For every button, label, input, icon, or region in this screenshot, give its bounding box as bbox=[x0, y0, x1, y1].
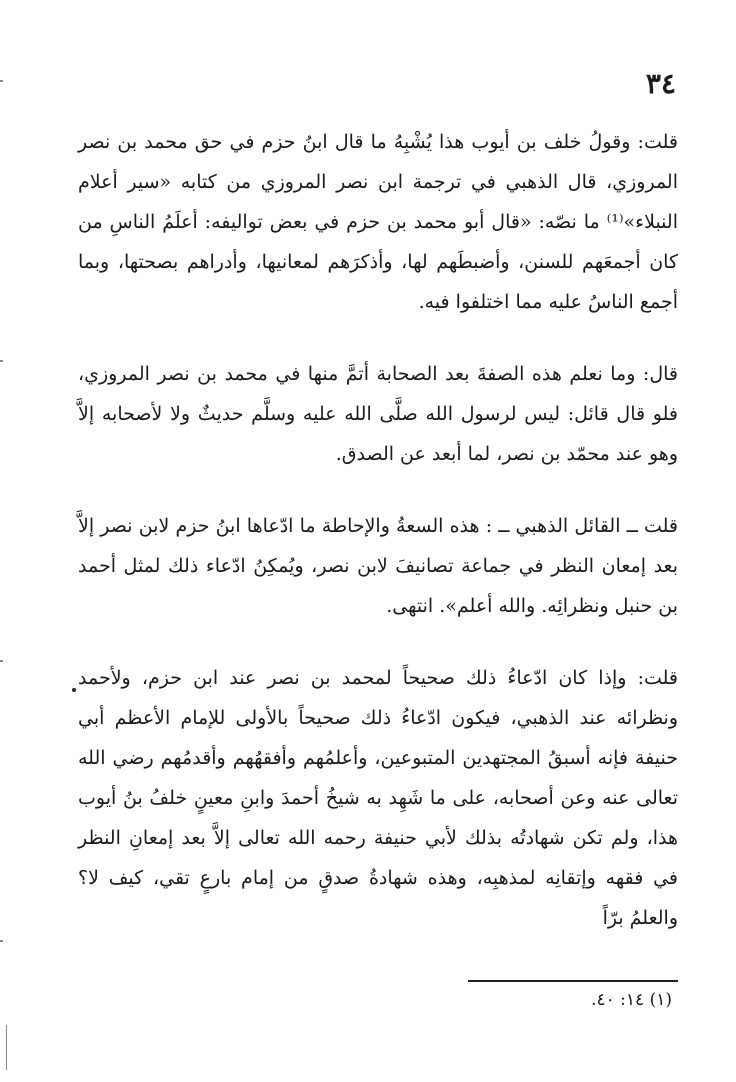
paragraph-4: قلت: وإذا كان ادّعاءُ ذلك صحيحاً لمحمد بن نصر عند ابن حزم، ولأحمد ونظرائه عند الذهبي، فيكون ادّعاءُ ذلك صحيحاً بالأولى للإمام الأعظم أبي حنيفة فإنه أسبقُ المجتهدين المتبوعين، وأعلمُهم وأفقهُهم وأقدمُهم رضي الله تعالى عنه وعن أصحابه، على ما شَهِد به شيخُ أحمدَ وابنِ معينٍ خلفُ بنُ أيوب هذا، ولم تكن شهادتُه بذلك لأبي حنيفة رحمه الله تعالى إلاَّ بعد إمعانِ النظر في فقهه وإتقانِه لمذهبِه، وهذه شهادةُ صدقٍ من إمام بارعٍ تقي، كيف لا؟ والعلمُ برّاً bbox=[78, 667, 678, 929]
footnote-separator bbox=[468, 980, 678, 982]
footnote: (١) ١٤: ٤٠. bbox=[591, 990, 672, 1010]
paragraph-2: قال: وما نعلم هذه الصفةَ بعد الصحابة أتمَّ منها في محمد بن نصر المروزي، فلو قال قائل: ليس لرسول الله صلَّى الله عليه وسلَّم حديثٌ ولا لأصحابه إلاَّ وهو عند محمّد بن نصر، لما أبعد عن الصدق. bbox=[78, 363, 678, 465]
left-margin-line bbox=[6, 1025, 7, 1070]
paragraph-1: قلت: وقولُ خلف بن أيوب هذا يُشْبِهُ ما قال ابنُ حزم في حق محمد بن نصر المروزي، قال الذهبي في ترجمة ابن نصر المروزي من كتابه «سير أعلام النبلاء»⁽¹⁾ ما نصّه: «قال أبو محمد بن حزم في بعض تواليفه: أعلَمُ الناسِ من كان أجمعَهم للسنن، وأضبطَهم لها، وأذكرَهم لمعانيها، وأدراهم بصحتها، وبما أجمع الناسُ عليه مما اختلفوا فيه. bbox=[78, 131, 678, 313]
margin-dot bbox=[72, 688, 76, 692]
page-number: ٣٤ bbox=[645, 67, 676, 100]
body-text bbox=[78, 122, 678, 938]
paragraph-3: قلت ــ القائل الذهبي ــ : هذه السعةُ والإحاطة ما ادّعاها ابنُ حزم لابن نصر إلاَّ بعد إمعان النظر في جماعة تصانيفَ لابن نصر، ويُمكِنُ ادّعاء ذلك لمثل أحمد بن حنبل ونظرائِه. والله أعلم». انتهى. bbox=[78, 515, 678, 617]
left-margin-mark bbox=[0, 80, 3, 82]
left-margin-mark bbox=[0, 660, 3, 662]
left-margin-mark bbox=[0, 360, 3, 362]
left-margin-mark bbox=[0, 940, 3, 942]
